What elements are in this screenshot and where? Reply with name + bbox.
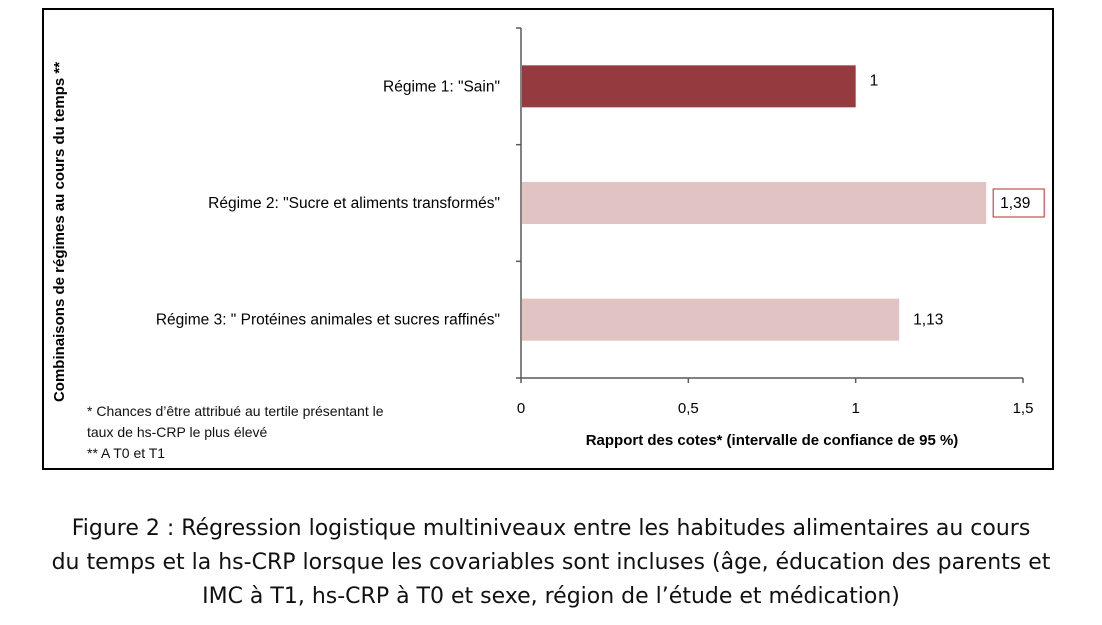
bar [522, 65, 856, 107]
x-tick-label: 1 [851, 400, 860, 417]
caption-line-1: Figure 2 : Régression logistique multiniveaux entre les habitudes alimentaires au cours [71, 516, 1031, 541]
x-tick-label: 1,5 [1012, 400, 1034, 417]
category-label: Régime 1: "Sain" [383, 78, 500, 96]
value-label: 1,13 [913, 311, 944, 329]
category-label: Régime 2: "Sucre et aliments transformés" [208, 195, 500, 212]
value-label: 1 [869, 72, 879, 90]
value-label: 1,39 [1000, 195, 1031, 212]
footnote-1: * Chances d’être attribué au tertile présentant le [87, 403, 384, 419]
x-axis-title: Rapport des cotes* (intervalle de confiance de 95 %) [585, 432, 959, 449]
caption-line-3: IMC à T1, hs-CRP à T0 et sexe, région de l’étude et médication) [202, 584, 900, 609]
bar [522, 299, 899, 341]
y-axis-title: Combinaisons de régimes au cours du temps ** [51, 61, 68, 403]
x-tick-label: 0 [516, 400, 526, 417]
footnote-2: taux de hs-CRP le plus élevé [87, 424, 268, 440]
footnotes [87, 401, 384, 464]
category-label: Régime 3: " Protéines animales et sucres raffinés" [155, 311, 500, 329]
caption-line-2: du temps et la hs-CRP lorsque les covariables sont incluses (âge, éducation des parents et [51, 550, 1051, 575]
figure-caption [0, 512, 1102, 614]
bar [522, 182, 986, 224]
x-tick-label: 0,5 [677, 400, 699, 417]
footnote-3: ** A T0 et T1 [87, 445, 166, 461]
